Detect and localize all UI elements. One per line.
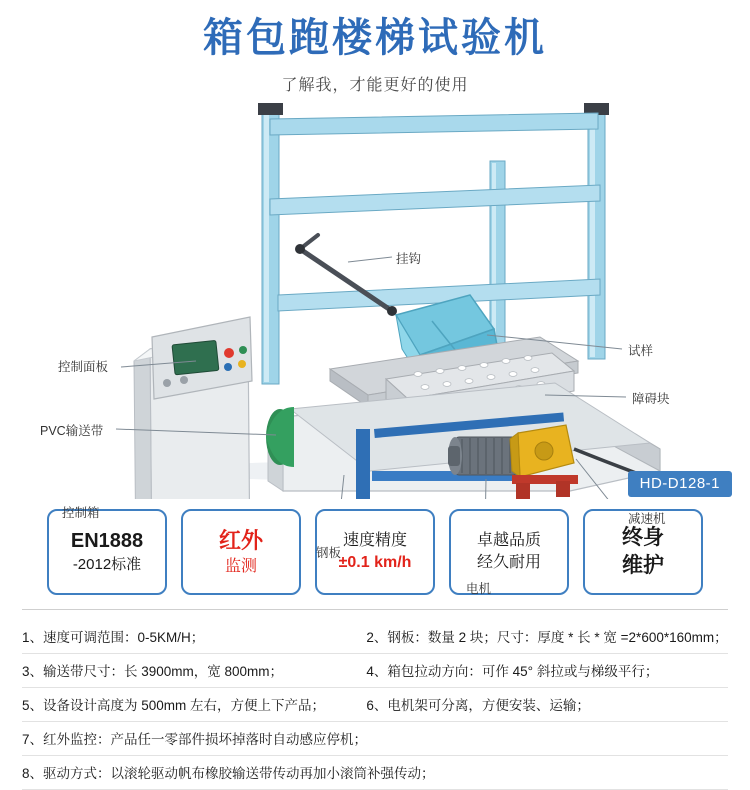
callout-motor: 电机 [466,582,492,596]
spec-text: 8、驱动方式：以滚轮驱动帆布橡胶输送带传动再加小滚筒补强传动； [22,766,435,781]
page-header [0,0,750,95]
feature-infrared-line1: 红外 [218,528,263,554]
page-subtitle: 了解我，才能更好的使用 [281,77,469,94]
model-number-badge: HD-D128-1 [628,471,732,497]
spec-text: 6、电机架可分离，方便安装、运输； [366,698,590,713]
callout-obstacle-block: 障碍块 [632,392,670,406]
feature-infrared-line2: 监测 [224,558,257,576]
feature-quality-line1: 卓越品质 [476,532,541,550]
callout-steel-plate: 钢板 [316,546,342,560]
callout-control-box: 控制箱 [62,506,100,520]
spec-text: 7、红外监控：产品任一零部件损坏掉落时自动感应停机； [22,732,368,747]
spec-row [22,756,728,790]
spec-text: 1、速度可调范围：0-5KM/H； [22,630,205,645]
feature-speed-line2: ±0.1 km/h [338,554,412,571]
callout-reducer: 减速机 [628,512,666,526]
feature-quality-line2: 经久耐用 [476,554,541,571]
spec-text: 5、设备设计高度为 500mm 左右，方便上下产品； [22,698,326,713]
spec-text: 2、钢板：数量 2 块；尺寸：厚度 * 长 * 宽 =2*600*160mm； [366,630,728,645]
feature-standard-line1: EN1888 [70,530,144,553]
spec-row [22,722,728,756]
feature-lifetime-line1: 终身 [622,525,664,549]
feature-standard [47,509,167,595]
spec-row [22,620,728,654]
spec-text: 3、输送带尺寸：长 3900mm，宽 800mm； [22,664,284,679]
callout-pvc-belt: PVC输送带 [40,424,104,438]
spec-row [22,654,728,688]
spec-text: 4、箱包拉动方向：可作 45° 斜拉或与梯级平行； [366,664,659,679]
spec-row [22,688,728,722]
feature-standard-line2: -2012标准 [72,556,142,574]
machine-diagram-svg [0,99,750,499]
feature-lifetime-line2: 维护 [622,554,664,577]
callout-control-panel: 控制面板 [58,360,109,374]
feature-infrared [181,509,301,595]
callout-sample: 试样 [628,344,654,358]
callout-hook: 挂钩 [396,252,422,266]
specification-list [22,609,728,790]
page-title: 箱包跑楼梯试验机 [203,16,547,60]
feature-speed-line1: 速度精度 [342,532,407,550]
